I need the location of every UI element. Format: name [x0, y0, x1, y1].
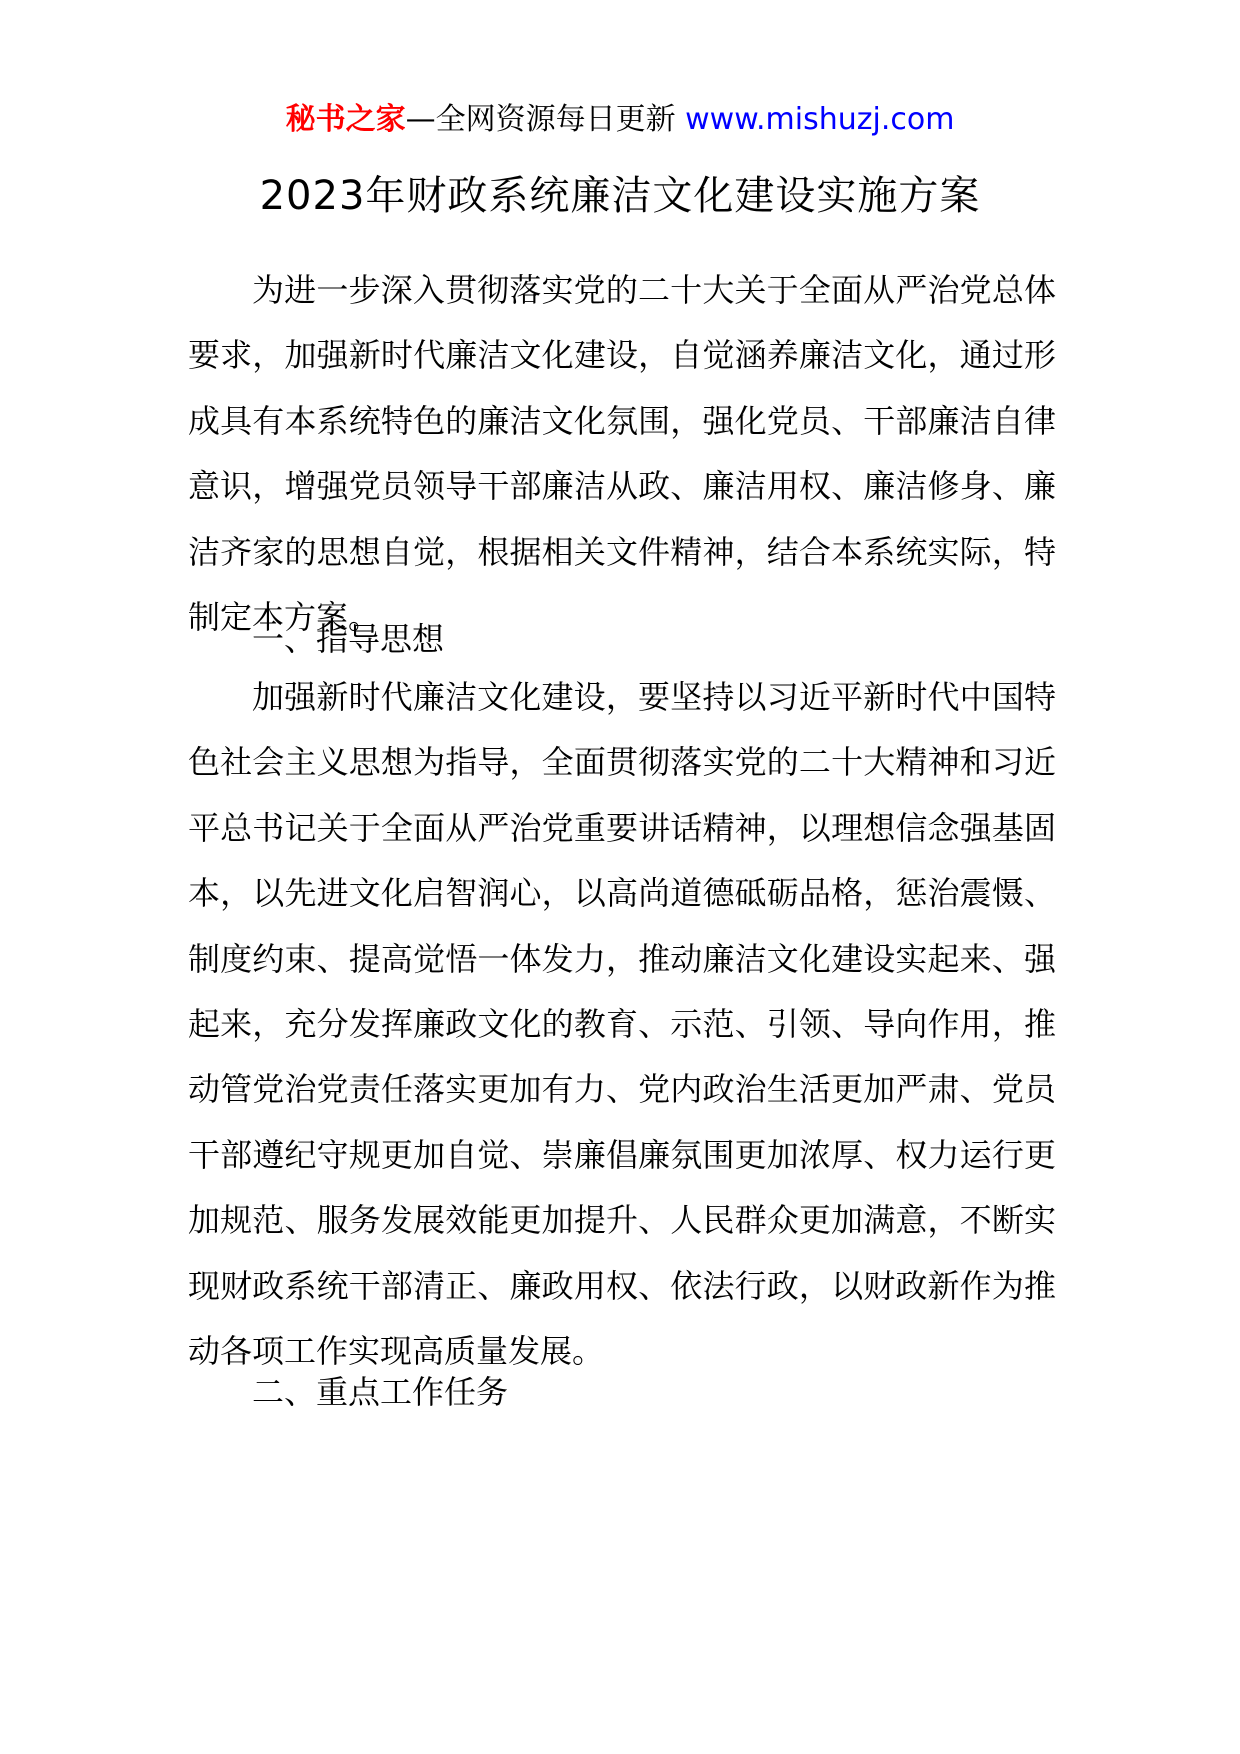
section-1-paragraph: 加强新时代廉洁文化建设，要坚持以习近平新时代中国特色社会主义思想为指导，全面贯彻落实党的二十大精神和习近平总书记关于全面从严治党重要讲话精神，以理想信念强基固本，以先进文化启智润心，以高尚道德砥砺品格，惩治震慑、制度约束、提高觉悟一体发力，推动廉洁文化建设实起来、强起来，充分发挥廉政文化的教育、示范、引领、导向作用，推动管党治党责任落实更加有力、党内政治生活更加严肃、党员干部遵纪守规更加自觉、崇廉倡廉氛围更加浓厚、权力运行更加规范、服务发展效能更加提升、人民群众更加满意，不断实现财政系统干部清正、廉政用权、依法行政，以财政新作为推动各项工作实现高质量发展。: [188, 678, 1056, 1371]
section-1-heading: 一、指导思想: [252, 620, 445, 658]
site-url-link[interactable]: www.mishuzj.com: [685, 102, 955, 137]
site-header: [0, 100, 1240, 140]
intro-block: [188, 258, 1056, 650]
section-1-heading-block: [188, 607, 1056, 672]
section-2-heading: 二、重点工作任务: [252, 1373, 509, 1411]
document-title: 2023年财政系统廉洁文化建设实施方案: [259, 173, 981, 219]
intro-paragraph: 为进一步深入贯彻落实党的二十大关于全面从严治党总体要求，加强新时代廉洁文化建设，自觉涵养廉洁文化，通过形成具有本系统特色的廉洁文化氛围，强化党员、干部廉洁自律意识，增强党员领导干部廉洁从政、廉洁用权、廉洁修身、廉洁齐家的思想自觉，根据相关文件精神，结合本系统实际，特制定本方案。: [188, 271, 1056, 637]
header-tagline: —全网资源每日更新: [405, 102, 686, 137]
section-2-heading-block: [188, 1360, 1056, 1425]
brand-name: 秘书之家: [285, 102, 406, 137]
section-1-body-block: [188, 665, 1056, 1384]
